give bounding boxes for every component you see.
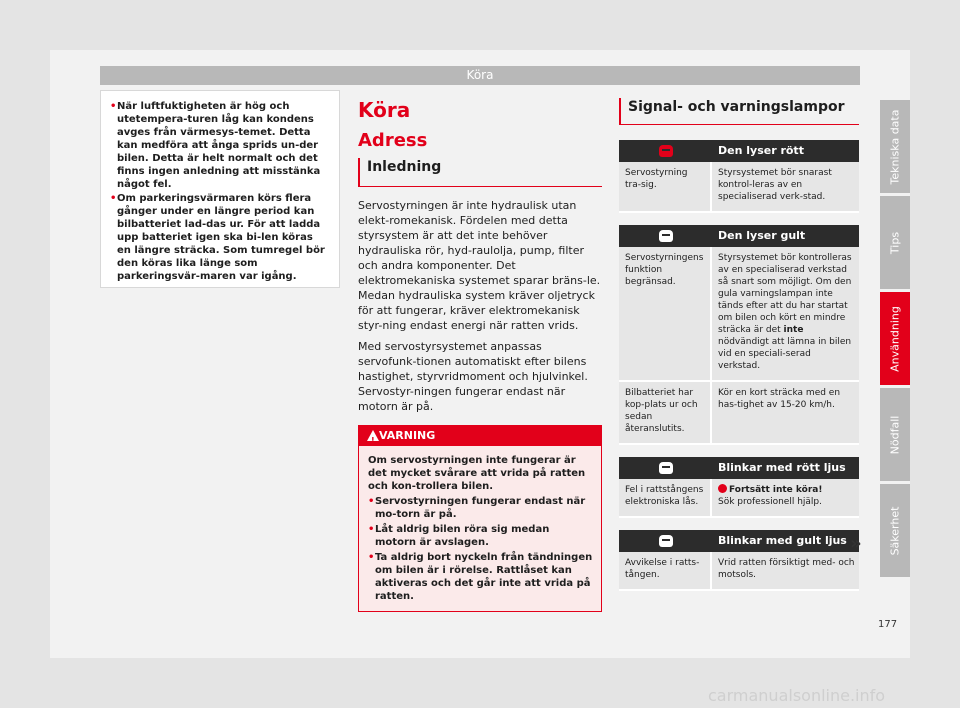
signal-table-heading: Den lyser gult (718, 229, 806, 242)
signal-table-header (619, 225, 859, 247)
side-tab[interactable] (880, 484, 910, 577)
warning-item: • Servostyrningen fungerar endast när mo-torn är på. (368, 495, 593, 521)
warning-body (359, 446, 601, 611)
signal-action: Styrsystemet bör snarast kontrol-leras av en specialiserad verk-stad. (718, 168, 832, 202)
signal-table-header (619, 140, 859, 162)
signal-table-header (619, 530, 859, 552)
signal-table-heading: Blinkar med gult ljus (718, 534, 847, 547)
warning-item: • Låt aldrig bilen röra sig medan motorn är avslagen. (368, 523, 593, 549)
steering-lamp-icon (659, 230, 673, 242)
signal-action: Kör en kort sträcka med en has-tighet av 15-20 km/h. (718, 388, 841, 410)
page-subtitle: Adress (358, 130, 428, 151)
steering-lamp-icon (659, 145, 673, 157)
signal-cause: Servostyrningens funktion begränsad. (619, 247, 712, 380)
steering-lamp-icon (659, 462, 673, 474)
side-tabs (880, 100, 910, 580)
signal-table-heading: Den lyser rött (718, 144, 804, 157)
table-row (619, 162, 859, 213)
signals-column (619, 98, 859, 603)
side-tab[interactable] (880, 292, 910, 385)
signal-table-heading: Blinkar med rött ljus (718, 461, 846, 474)
note-item: • Om parkeringsvärmaren körs flera gånger under en längre period kan bilbatteriet lad-das ur. För att ladda upp batteriet igen ska bi-len köras en längre sträcka. Som tumregel bör den köras lika länge som parkeringsvär-maren var igång. (110, 192, 330, 283)
signal-cause: Bilbatteriet har kop-plats ur och sedan återanslutits. (619, 382, 712, 443)
section-heading: Inledning (358, 158, 602, 187)
warning-header (359, 426, 601, 446)
table-row (619, 552, 859, 591)
signal-table (619, 457, 859, 518)
warning-box (358, 425, 602, 612)
signal-action: Vrid ratten försiktigt med- och motsols. (718, 558, 855, 580)
steering-lamp-icon (659, 535, 673, 547)
side-tab[interactable] (880, 388, 910, 481)
note-box (100, 90, 340, 288)
side-tab-label: Tips (888, 231, 902, 254)
side-tab-label: Användning (888, 305, 902, 372)
signal-cause: Fel i rattstångens elektroniska lås. (619, 479, 712, 516)
side-tab-label: Säkerhet (888, 506, 902, 555)
page-header: Köra (100, 66, 860, 85)
warning-item: • Ta aldrig bort nyckeln från tändningen om bilen är i rörelse. Rattlåset kan aktiveras och det går inte att vrida på ratten. (368, 551, 593, 603)
main-column (358, 98, 602, 612)
warning-label: VARNING (379, 429, 436, 442)
page-number: 177 (878, 619, 898, 630)
signal-action-text: Sök professionell hjälp. (718, 497, 823, 507)
watermark: carmanualsonline.info (708, 686, 886, 705)
table-row (619, 382, 859, 445)
table-row (619, 479, 859, 518)
signal-cause: Servostyrning tra-sig. (619, 162, 712, 211)
table-row (619, 247, 859, 382)
signal-action: Styrsystemet bör kontrolleras av en specialiserad verkstad så snart som möjligt. Om den gula varningslampan inte tänds efter att du har startat om bilen och kört en mindre sträcka är det inte nödvändigt att lämna in bilen vid en speciali-serad verkstad. (718, 253, 852, 371)
signal-action-bold: Fortsätt inte köra! (729, 485, 823, 495)
steering-lock-icon (718, 484, 727, 493)
signal-table (619, 140, 859, 213)
warning-intro: Om servostyrningen inte fungerar är det mycket svårare att vrida på ratten och kon-trollera bilen. (368, 455, 586, 492)
note-column (100, 90, 340, 288)
signal-table-header (619, 457, 859, 479)
paragraph: Med servostyrsystemet anpassas servofunk-tionen automatiskt efter bilens hastighet, styrvridmoment och hjulvinkel. Servostyr-ningen fungerar endast när motorn är på. (358, 340, 588, 413)
side-tab[interactable] (880, 100, 910, 193)
signals-heading: Signal- och varningslampor (619, 98, 859, 125)
warning-triangle-icon (367, 430, 379, 441)
side-tab[interactable] (880, 196, 910, 289)
page-title: Köra (358, 98, 411, 122)
paragraph: Servostyrningen är inte hydraulisk utan elekt-romekanisk. Fördelen med detta styrsystem är att det inte behöver hydrauliska rör, hyd-raulolja, pump, filter och andra komponenter. Det elektromekaniska systemet sparar bräns-le. Medan hydrauliska system kräver oljetryck för att fungerar, kräver elektromekanisk styr-ning endast energi när ratten vrids. (358, 199, 601, 332)
signal-action (712, 479, 859, 516)
side-tab-label: Nödfall (888, 415, 902, 454)
side-tab-label: Tekniska data (888, 109, 902, 184)
continue-arrow-icon: » (850, 533, 862, 554)
signal-cause: Avvikelse i ratts-tången. (619, 552, 712, 589)
signal-table (619, 225, 859, 445)
note-item: • När luftfuktigheten är hög och utetempera-turen låg kan kondens avges från värmesys-temet. Detta kan medföra att ånga sprids un-der bilen. Detta är helt normalt och det finns ingen anledning att misstänka något fel. (110, 100, 330, 191)
signal-table (619, 530, 859, 591)
